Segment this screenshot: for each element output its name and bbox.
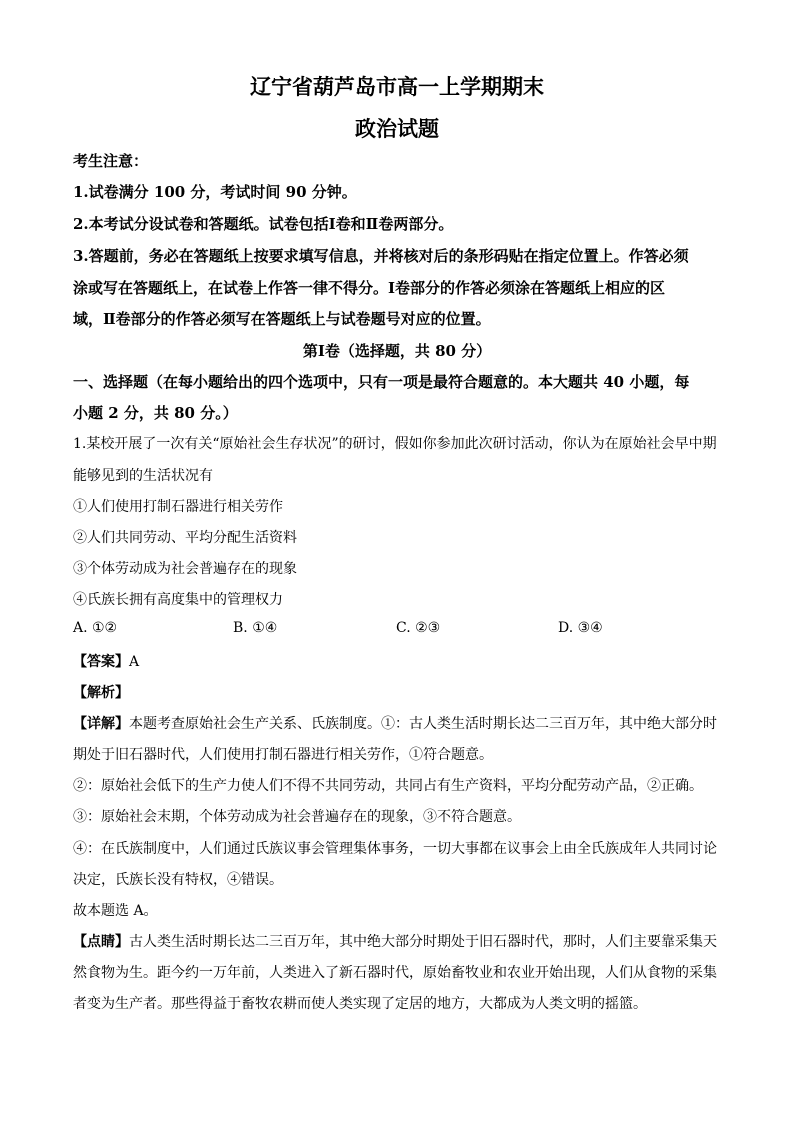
statement-1: ①人们使用打制石器进行相关劳作 xyxy=(73,499,283,515)
detail-line-1 xyxy=(73,713,717,733)
answer-line xyxy=(73,651,139,671)
answer-value: A xyxy=(129,654,140,670)
detail-line-7: 故本题选 A。 xyxy=(73,903,158,919)
section-title: 第Ⅰ卷（选择题，共 80 分） xyxy=(302,342,492,360)
comment-label: 【点睛】 xyxy=(73,934,129,950)
comment-text-1: 古人类生活时期长达二三百万年，其中绝大部分时期处于旧石器时代，那时，人们主要靠采集天 xyxy=(129,934,717,950)
part-heading-line-2: 小题 2 分，共 80 分。） xyxy=(73,404,238,422)
detail-label: 【详解】 xyxy=(73,716,129,732)
comment-line-1 xyxy=(73,931,717,951)
document-subtitle: 政治试题 xyxy=(355,116,439,141)
statement-2: ②人们共同劳动、平均分配生活资料 xyxy=(73,530,297,546)
notice-item-2: 2.本考试分设试卷和答题纸。试卷包括Ⅰ卷和Ⅱ卷两部分。 xyxy=(73,215,454,233)
notice-item-1: 1.试卷满分 100 分，考试时间 90 分钟。 xyxy=(73,183,357,201)
detail-text-1: 本题考查原始社会生产关系、氏族制度。①：古人类生活时期长达二三百万年，其中绝大部分时 xyxy=(129,716,717,732)
detail-line-5: ④：在氏族制度中，人们通过氏族议事会管理集体事务，一切大事都在议事会上由全氏族成年人共同讨论 xyxy=(73,841,717,857)
part-heading-line-1: 一、选择题（在每小题给出的四个选项中，只有一项是最符合题意的。本大题共 40 小题，每 xyxy=(73,373,690,391)
statement-4: ④氏族长拥有高度集中的管理权力 xyxy=(73,592,283,608)
document-title: 辽宁省葫芦岛市高一上学期期末 xyxy=(250,74,544,99)
analysis-label: 【解析】 xyxy=(73,685,129,701)
notice-item-3: 3.答题前，务必在答题纸上按要求填写信息，并将核对后的条形码贴在指定位置上。作答必须 xyxy=(73,247,689,265)
notice-heading: 考生注意： xyxy=(73,152,149,170)
option-d: D. ③④ xyxy=(558,620,603,636)
answer-label: 【答案】 xyxy=(73,654,129,670)
detail-line-3: ②：原始社会低下的生产力使人们不得不共同劳动，共同占有生产资料，平均分配劳动产品，②正确。 xyxy=(73,778,703,794)
notice-item-3-cont-1: 涂或写在答题纸上，在试卷上作答一律不得分。Ⅰ卷部分的作答必须涂在答题纸上相应的区 xyxy=(73,279,666,297)
statement-3: ③个体劳动成为社会普遍存在的现象 xyxy=(73,561,297,577)
option-c: C. ②③ xyxy=(396,620,441,636)
detail-line-6: 决定，氏族长没有特权，④错误。 xyxy=(73,872,283,888)
notice-item-3-cont-2: 域，Ⅱ卷部分的作答必须写在答题纸上与试卷题号对应的位置。 xyxy=(73,310,491,328)
comment-line-2: 然食物为生。距今约一万年前，人类进入了新石器时代，原始畜牧业和农业开始出现，人们从食物的采集 xyxy=(73,965,717,981)
detail-line-4: ③：原始社会末期，个体劳动成为社会普遍存在的现象，③不符合题意。 xyxy=(73,809,521,825)
option-b: B. ①④ xyxy=(233,620,278,636)
question-stem-line-1: 1.某校开展了一次有关“原始社会生存状况”的研讨，假如你参加此次研讨活动，你认为在原始社会早中期 xyxy=(73,436,717,452)
question-stem-line-2: 能够见到的生活状况有 xyxy=(73,468,213,484)
comment-line-3: 者变为生产者。那些得益于畜牧农耕而使人类实现了定居的地方，大都成为人类文明的摇篮。 xyxy=(73,996,647,1012)
detail-line-2: 期处于旧石器时代，人们使用打制石器进行相关劳作，①符合题意。 xyxy=(73,747,493,763)
option-a: A. ①② xyxy=(73,620,118,636)
